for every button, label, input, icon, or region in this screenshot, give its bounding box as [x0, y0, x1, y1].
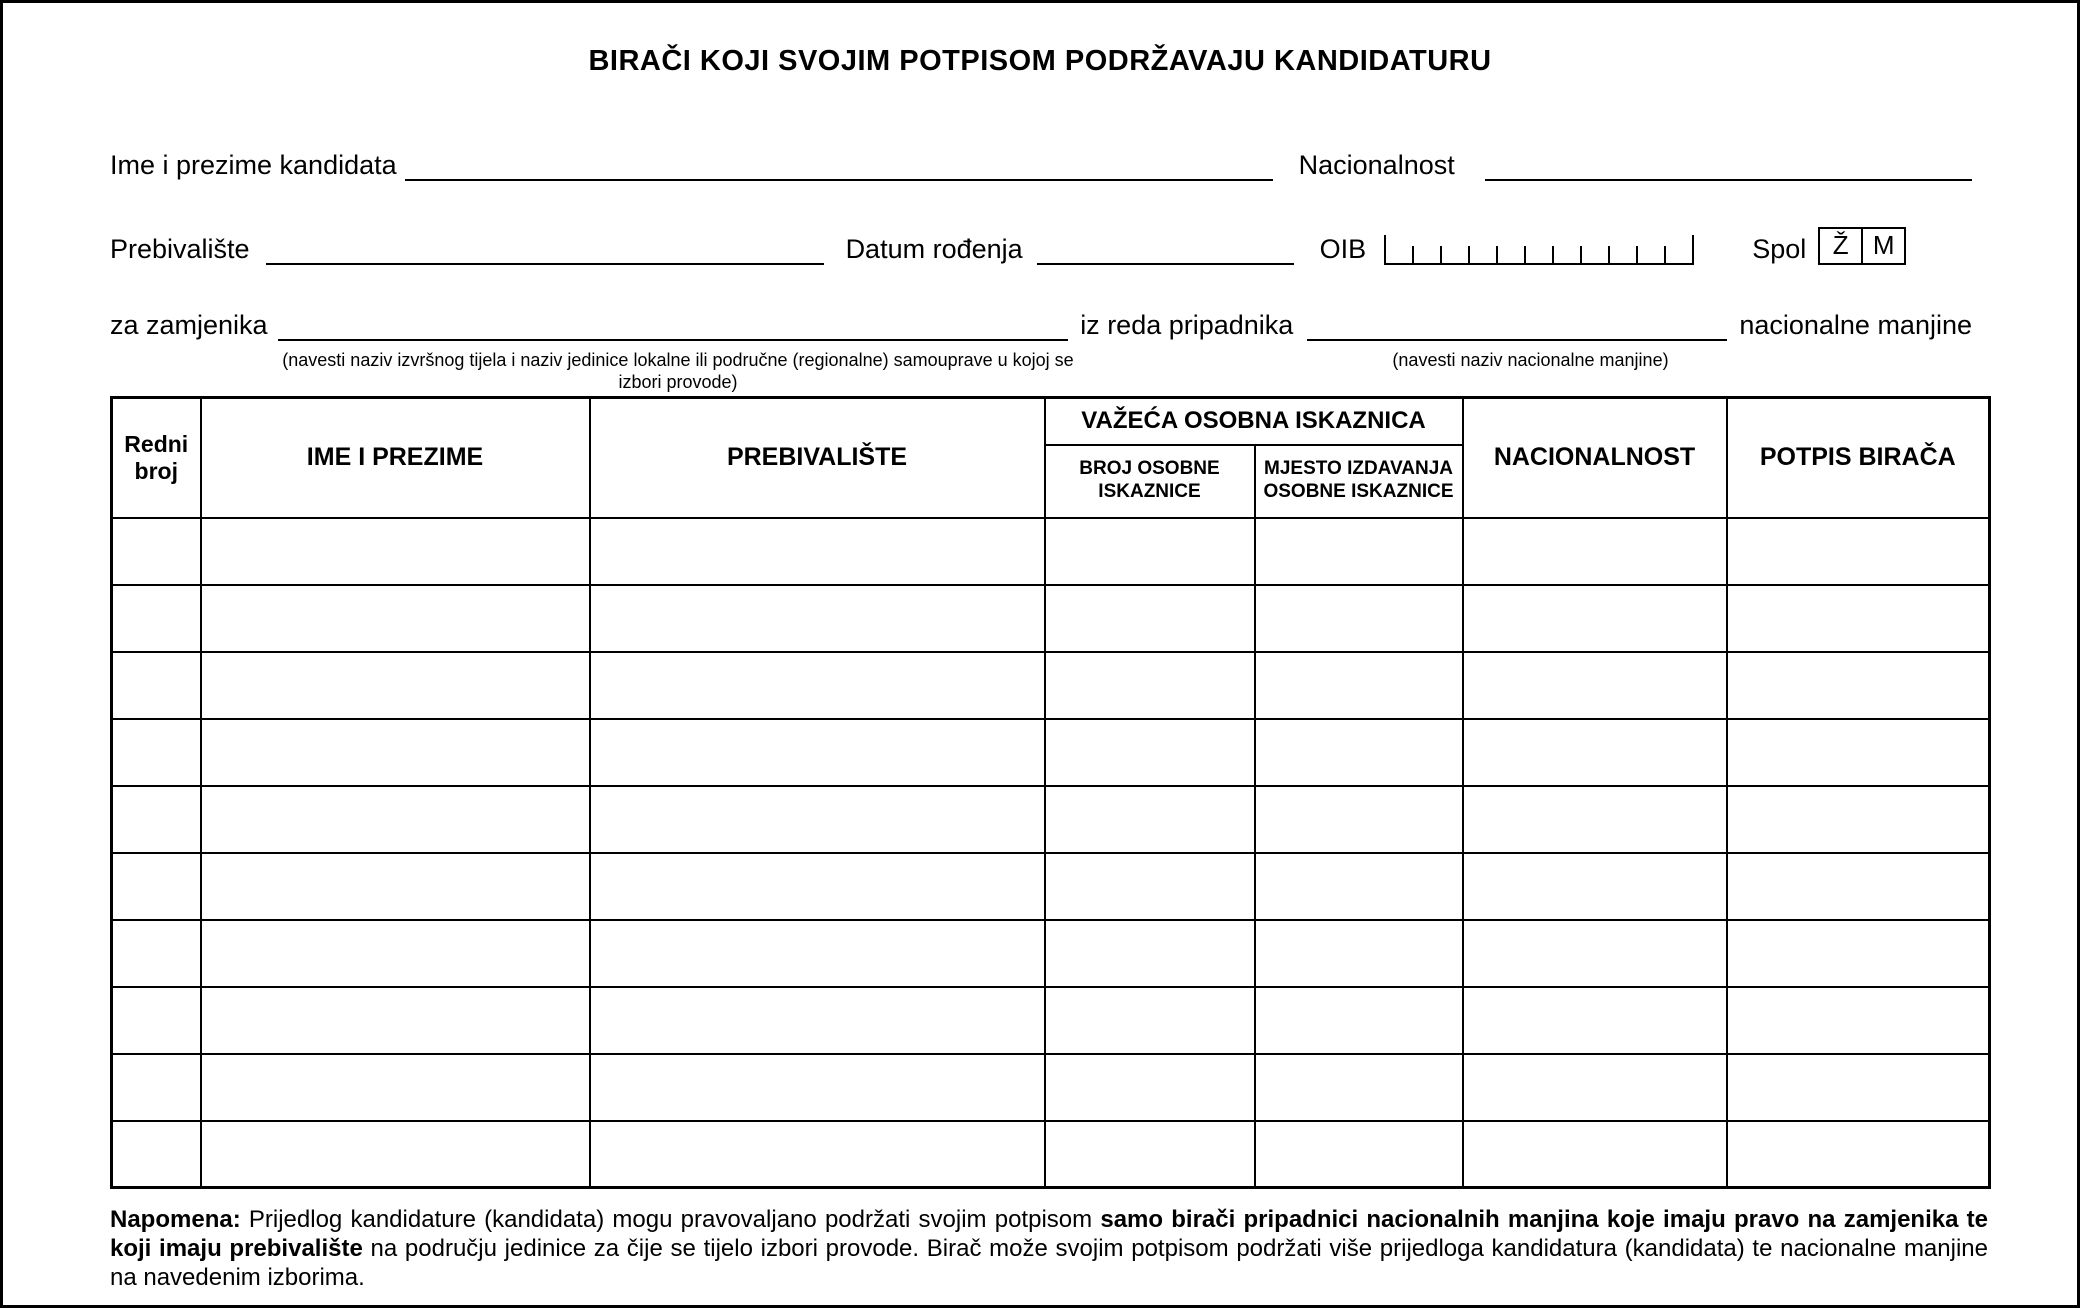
table-cell[interactable]: [112, 719, 201, 786]
minority-suffix-label: nacionalne manjine: [1739, 310, 1972, 340]
residence-field[interactable]: [266, 258, 824, 265]
minority-label: iz reda pripadnika: [1080, 310, 1294, 340]
residence-row: [110, 227, 1972, 265]
deputy-row: [110, 309, 1972, 341]
oib-cell[interactable]: [1526, 246, 1554, 263]
deputy-label: za zamjenika: [110, 310, 268, 340]
oib-cell[interactable]: [1498, 246, 1526, 263]
table-cell[interactable]: [1255, 987, 1463, 1054]
table-cell[interactable]: [590, 652, 1045, 719]
table-cell[interactable]: [201, 652, 590, 719]
note: [110, 1205, 1988, 1292]
table-cell[interactable]: [1045, 719, 1255, 786]
minority-hint: (navesti naziv nacionalne manjine): [1392, 350, 1669, 370]
col-header-nationality: NACIONALNOST: [1463, 398, 1727, 518]
table-cell[interactable]: [590, 1121, 1045, 1188]
table-cell[interactable]: [201, 1054, 590, 1121]
col-header-signature: POTPIS BIRAČA: [1727, 398, 1990, 518]
table-cell[interactable]: [112, 786, 201, 853]
table-cell[interactable]: [1045, 518, 1255, 585]
table-row: [112, 585, 1990, 652]
table-cell[interactable]: [1463, 1121, 1727, 1188]
table-cell[interactable]: [1045, 585, 1255, 652]
table-cell[interactable]: [1045, 1054, 1255, 1121]
col-header-id-number: BROJ OSOBNE ISKAZNICE: [1045, 445, 1255, 518]
table-row: [112, 987, 1990, 1054]
table-cell[interactable]: [201, 853, 590, 920]
table-cell[interactable]: [1727, 920, 1990, 987]
table-cell[interactable]: [201, 920, 590, 987]
oib-cell[interactable]: [1386, 246, 1414, 263]
table-cell[interactable]: [201, 1121, 590, 1188]
oib-input[interactable]: [1384, 235, 1694, 265]
table-cell[interactable]: [1463, 786, 1727, 853]
candidate-name-field[interactable]: [405, 174, 1273, 181]
table-cell[interactable]: [112, 1054, 201, 1121]
table-row: [112, 652, 1990, 719]
table-row: [112, 518, 1990, 585]
nationality-field[interactable]: [1485, 174, 1972, 181]
signatures-table: [110, 396, 1991, 1189]
table-cell[interactable]: [112, 518, 201, 585]
table-cell[interactable]: [1255, 853, 1463, 920]
table-cell[interactable]: [201, 786, 590, 853]
col-header-id-place: MJESTO IZDAVANJA OSOBNE ISKAZNICE: [1255, 445, 1463, 518]
oib-label: OIB: [1319, 233, 1367, 264]
oib-cell[interactable]: [1554, 246, 1582, 263]
table-cell[interactable]: [201, 518, 590, 585]
table-cell[interactable]: [1045, 786, 1255, 853]
table-cell[interactable]: [1463, 987, 1727, 1054]
table-cell[interactable]: [112, 987, 201, 1054]
col-header-ordinal: Redni broj: [112, 398, 201, 518]
table-cell[interactable]: [201, 987, 590, 1054]
table-cell[interactable]: [1045, 1121, 1255, 1188]
oib-cell[interactable]: [1610, 246, 1638, 263]
col-header-residence: PREBIVALIŠTE: [590, 398, 1045, 518]
table-cell[interactable]: [112, 1121, 201, 1188]
table-cell[interactable]: [112, 853, 201, 920]
table-cell[interactable]: [112, 652, 201, 719]
table-cell[interactable]: [1727, 1121, 1990, 1188]
table-cell[interactable]: [1255, 719, 1463, 786]
table-row: [112, 786, 1990, 853]
table-cell[interactable]: [1255, 585, 1463, 652]
table-cell[interactable]: [1727, 786, 1990, 853]
table-row: [112, 853, 1990, 920]
table-cell[interactable]: [1045, 920, 1255, 987]
table-cell[interactable]: [112, 585, 201, 652]
candidate-name-label: Ime i prezime kandidata: [110, 150, 397, 180]
table-cell[interactable]: [1463, 853, 1727, 920]
field-hints: [110, 349, 1988, 392]
oib-cell[interactable]: [1638, 246, 1666, 263]
table-cell[interactable]: [1727, 987, 1990, 1054]
table-cell[interactable]: [1463, 1054, 1727, 1121]
minority-field[interactable]: [1307, 334, 1727, 341]
table-cell[interactable]: [1045, 652, 1255, 719]
table-cell[interactable]: [201, 585, 590, 652]
table-cell[interactable]: [1727, 853, 1990, 920]
table-cell[interactable]: [1463, 518, 1727, 585]
table-cell[interactable]: [1255, 786, 1463, 853]
sex-option-female[interactable]: Ž: [1820, 229, 1863, 263]
form-title: BIRAČI KOJI SVOJIM POTPISOM PODRŽAVAJU KANDIDATURU: [588, 45, 1492, 77]
table-cell[interactable]: [1463, 585, 1727, 652]
table-cell[interactable]: [112, 920, 201, 987]
note-label: Napomena:: [110, 1206, 241, 1233]
oib-cell[interactable]: [1414, 246, 1442, 263]
table-cell[interactable]: [1255, 1121, 1463, 1188]
table-cell[interactable]: [1727, 1054, 1990, 1121]
table-header-row-1: [112, 398, 1990, 445]
col-header-name: IME I PREZIME: [201, 398, 590, 518]
oib-cell[interactable]: [1582, 246, 1610, 263]
note-text-2: na području jedinice za čije se tijelo izbori provode. Birač može svojim potpisom podržati više prijedloga kandidatura (kandidata) te nacionalne manjine na navedenim izborima.: [110, 1235, 1988, 1291]
table-cell[interactable]: [1727, 719, 1990, 786]
table-row: [112, 1121, 1990, 1188]
table-cell[interactable]: [1045, 987, 1255, 1054]
table-cell[interactable]: [1463, 719, 1727, 786]
table-cell[interactable]: [590, 987, 1045, 1054]
col-header-id-group: VAŽEĆA OSOBNA ISKAZNICA: [1045, 398, 1463, 445]
table-cell[interactable]: [1255, 1054, 1463, 1121]
table-cell[interactable]: [590, 518, 1045, 585]
table-cell[interactable]: [590, 585, 1045, 652]
nationality-label: Nacionalnost: [1298, 150, 1455, 180]
table-cell[interactable]: [590, 1054, 1045, 1121]
table-row: [112, 719, 1990, 786]
table-cell[interactable]: [1727, 585, 1990, 652]
note-text-1: Prijedlog kandidature (kandidata) mogu pravovaljano podržati svojim potpisom: [240, 1206, 1101, 1233]
candidate-row: [110, 149, 1972, 181]
table-body: [112, 518, 1990, 1188]
table-row: [112, 1054, 1990, 1121]
table-cell[interactable]: [1727, 518, 1990, 585]
table-row: [112, 920, 1990, 987]
table-cell[interactable]: [1463, 652, 1727, 719]
oib-cell[interactable]: [1470, 246, 1498, 263]
table-cell[interactable]: [1463, 920, 1727, 987]
table-cell[interactable]: [1727, 652, 1990, 719]
sex-option-male[interactable]: M: [1872, 230, 1895, 261]
table-cell[interactable]: [1255, 652, 1463, 719]
oib-cell[interactable]: [1666, 246, 1692, 263]
table-cell[interactable]: [590, 853, 1045, 920]
table-cell[interactable]: [201, 719, 590, 786]
oib-cell[interactable]: [1442, 246, 1470, 263]
deputy-field[interactable]: [278, 334, 1069, 341]
birth-date-field[interactable]: [1037, 258, 1294, 265]
sex-label: Spol: [1752, 233, 1807, 264]
table-cell[interactable]: [590, 786, 1045, 853]
note-bold-1: samo birači pripadnici nacionalnih manjina koje imaju pravo na zamjenika te koji imaju prebivalište: [110, 1206, 1989, 1262]
table-cell[interactable]: [1045, 853, 1255, 920]
sex-selector: [1818, 227, 1906, 265]
birth-date-label: Datum rođenja: [845, 233, 1023, 264]
table-cell[interactable]: [590, 920, 1045, 987]
table-cell[interactable]: [590, 719, 1045, 786]
residence-label: Prebivalište: [110, 233, 250, 264]
deputy-hint: (navesti naziv izvršnog tijela i naziv jedinice lokalne ili područne (regionalne) samouprave u kojoj se izbori provode): [282, 350, 1074, 392]
table-cell[interactable]: [1255, 518, 1463, 585]
table-cell[interactable]: [1255, 920, 1463, 987]
